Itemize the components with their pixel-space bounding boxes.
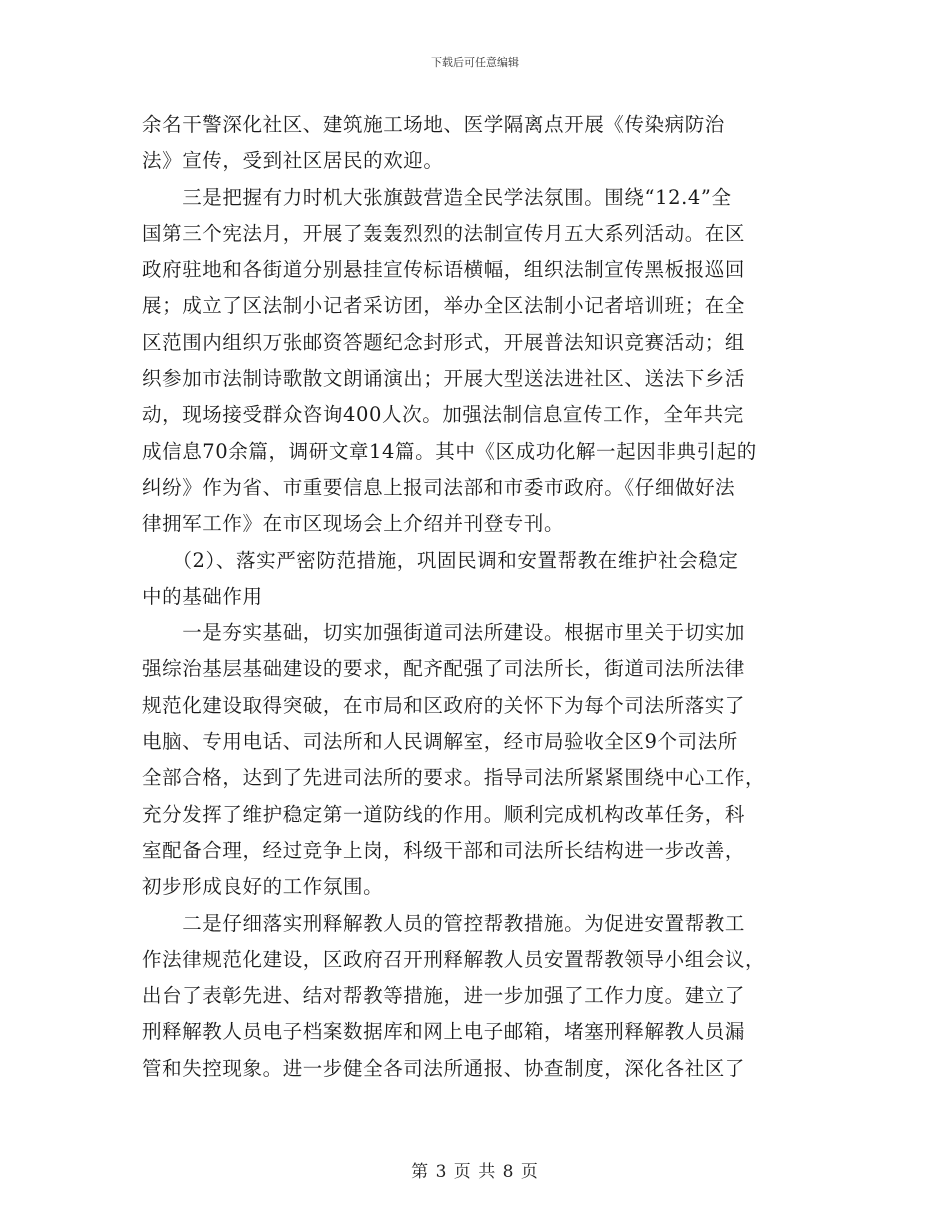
text-line: 国第三个宪法月，开展了轰轰烈烈的法制宣传月五大系列活动。在区: [142, 221, 746, 245]
text-line: 一是夯实基础，切实加强街道司法所建设。根据市里关于切实加: [142, 621, 746, 645]
text-line: 充分发挥了维护稳定第一道防线的作用。顺利完成机构改革任务，科: [142, 802, 746, 826]
text-line: 初步形成良好的工作氛围。: [142, 875, 384, 899]
text-line: 律拥军工作》在市区现场会上介绍并刊登专刊。: [142, 512, 565, 536]
text-line: 出台了表彰先进、结对帮教等措施，进一步加强了工作力度。建立了: [142, 984, 746, 1008]
text-line: 法》宣传，受到社区居民的欢迎。: [142, 149, 444, 173]
text-line: 成信息70余篇，调研文章14篇。其中《区成功化解一起因非典引起的: [142, 439, 757, 463]
text-line: 动，现场接受群众咨询400人次。加强法制信息宣传工作，全年共完: [142, 403, 744, 427]
text-line: 三是把握有力时机大张旗鼓营造全民学法氛围。围绕“12.4”全: [142, 185, 732, 209]
text-line: 室配备合理，经过竞争上岗，科级干部和司法所长结构进一步改善，: [142, 838, 746, 862]
text-line: 区范围内组织万张邮资答题纪念封形式，开展普法知识竞赛活动；组: [142, 330, 746, 354]
text-line: 纠纷》作为省、市重要信息上报司法部和市委市政府。《仔细做好法: [142, 475, 736, 499]
text-line: 电脑、专用电话、司法所和人民调解室，经市局验收全区9个司法所: [142, 730, 738, 754]
document-body: [142, 107, 808, 1087]
text-line: 全部合格，达到了先进司法所的要求。指导司法所紧紧围绕中心工作，: [142, 766, 766, 790]
text-line: 余名干警深化社区、建筑施工场地、医学隔离点开展《传染病防治: [142, 113, 725, 136]
text-line: 二是仔细落实刑释解教人员的管控帮教措施。为促进安置帮教工: [142, 911, 746, 935]
body-paragraphs: [142, 107, 808, 1087]
text-line: 织参加市法制诗歌散文朗诵演出；开展大型送法进社区、送法下乡活: [142, 367, 746, 391]
text-line: 强综治基层基础建设的要求，配齐配强了司法所长，街道司法所法律: [142, 657, 746, 681]
text-line: 作法律规范化建设，区政府召开刑释解教人员安置帮教领导小组会议，: [142, 947, 766, 971]
text-line: （2）、落实严密防范措施，巩固民调和安置帮教在维护社会稳定: [142, 548, 739, 572]
text-line: 规范化建设取得突破，在市局和区政府的关怀下为每个司法所落实了: [142, 693, 746, 717]
text-line: 展；成立了区法制小记者采访团，举办全区法制小记者培训班；在全: [142, 294, 746, 318]
text-line: 管和失控现象。进一步健全各司法所通报、协查制度，深化各社区了: [142, 1056, 746, 1080]
text-line: 政府驻地和各街道分别悬挂宣传标语横幅，组织法制宣传黑板报巡回: [142, 258, 746, 282]
text-line: 中的基础作用: [142, 584, 263, 608]
page-header-note: 下载后可任意编辑: [431, 56, 519, 69]
page-number-footer: 第 3 页 共 8 页: [411, 1162, 539, 1182]
text-line: 刑释解教人员电子档案数据库和网上电子邮箱，堵塞刑释解教人员漏: [142, 1020, 746, 1044]
